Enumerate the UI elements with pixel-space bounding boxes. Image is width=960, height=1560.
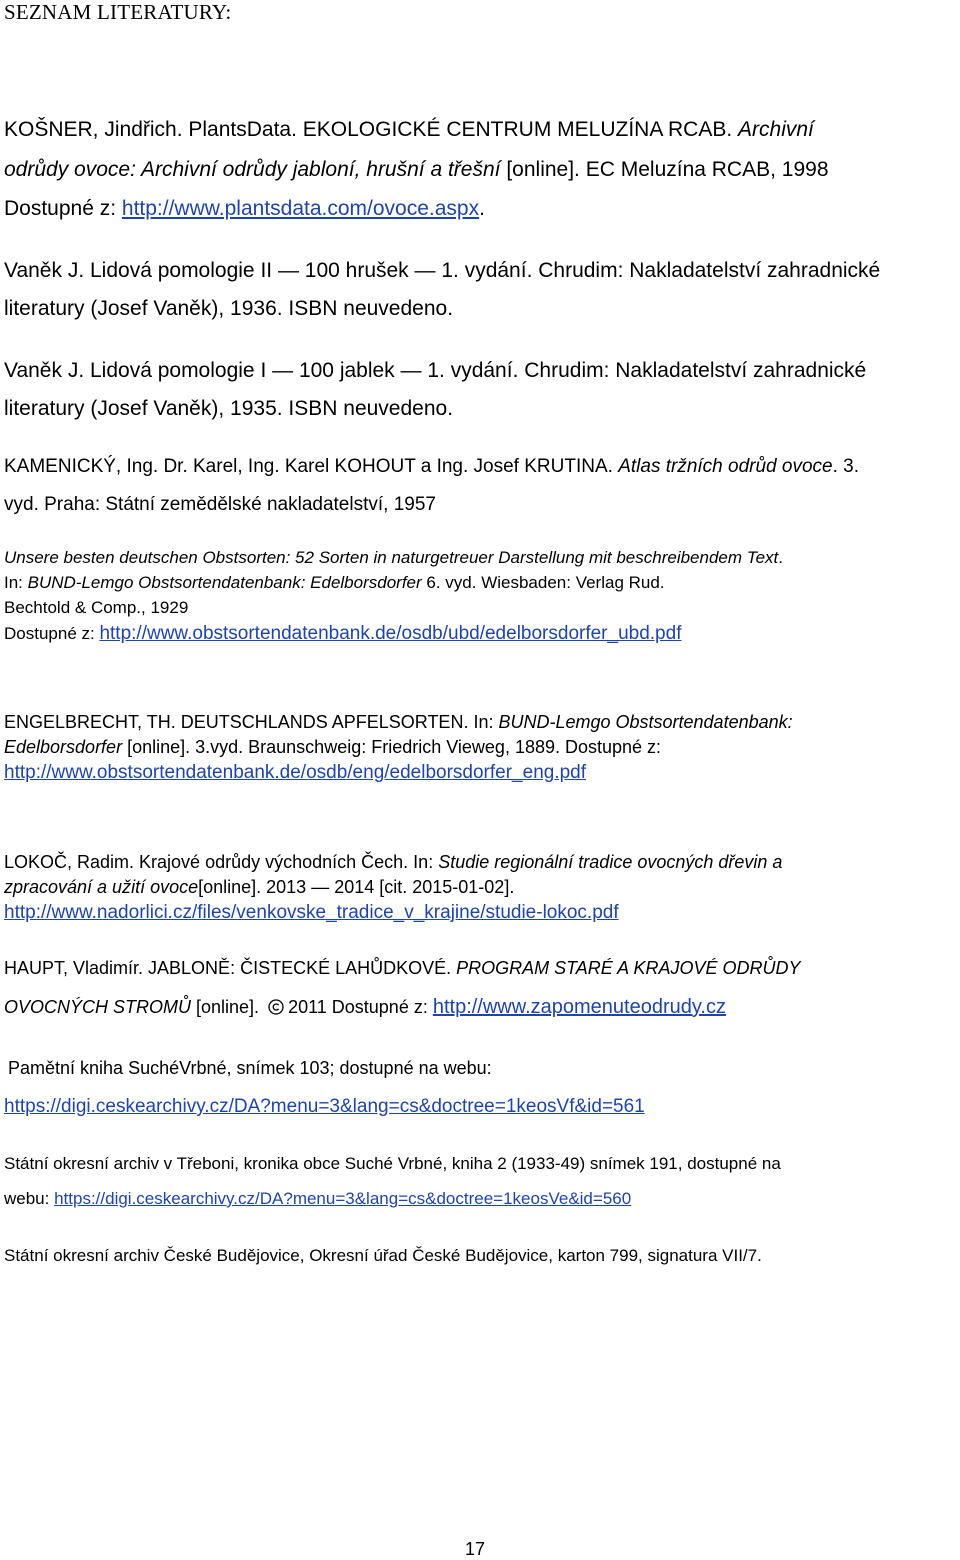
ref-vanek-2-line-2: literatury (Josef Vaněk), 1936. ISBN neuvedeno. [4,297,454,320]
link-digi-561[interactable]: https://digi.ceskearchivy.cz/DA?menu=3&lang=cs&doctree=1keosVf&id=561 [4,1096,645,1117]
ref-unsere-line-4: Dostupné z: http://www.obstsortendatenbank.de/osdb/ubd/edelborsdorfer_ubd.pdf [4,623,682,644]
ref-engelbrecht-line-1: ENGELBRECHT, TH. DEUTSCHLANDS APFELSORTEN. In: BUND-Lemgo Obstsortendatenbank: [4,712,793,732]
ref-pametni-line-1: Pamětní kniha SuchéVrbné, snímek 103; dostupné na webu: [8,1058,492,1078]
ref-trebon-line-1: Státní okresní archiv v Třeboni, kronika obce Suché Vrbné, kniha 2 (1933-49) snímek 191, dostupné na [4,1154,781,1173]
link-nadorlici[interactable]: http://www.nadorlici.cz/files/venkovske_tradice_v_krajine/studie-lokoc.pdf [4,902,619,923]
ref-pametni-line-2 [4,1096,645,1118]
link-digi-560[interactable]: https://digi.ceskearchivy.cz/DA?menu=3&lang=cs&doctree=1keosVe&id=560 [54,1189,632,1208]
ref-vanek-1-line-1: Vaněk J. Lidová pomologie I — 100 jablek — 1. vydání. Chrudim: Nakladatelství zahradnické [4,359,867,382]
ref-unsere-line-3: Bechtold & Comp., 1929 [4,598,189,617]
ref-budejovice-line-1: Státní okresní archiv České Budějovice, Okresní úřad České Budějovice, karton 799, signatura VII/7. [4,1246,762,1265]
ref-kosner-line-3: Dostupné z: http://www.plantsdata.com/ovoce.aspx. [4,197,485,220]
link-obstsorten-ubd[interactable]: http://www.obstsortendatenbank.de/osdb/ubd/edelborsdorfer_ubd.pdf [99,623,682,644]
ref-kosner-line-1: KOŠNER, Jindřich. PlantsData. EKOLOGICKÉ CENTRUM MELUZÍNA RCAB. Archivní [4,118,814,141]
ref-haupt-line-2: OVOCNÝCH STROMŮ [online]. 2011 Dostupné z: http://www.zapomenuteodrudy.cz [4,996,726,1018]
ref-haupt-line-1: HAUPT, Vladimír. JABLONĚ: ČISTECKÉ LAHŮDKOVÉ. PROGRAM STARÉ A KRAJOVÉ ODRŮDY [4,958,801,978]
ref-engelbrecht-line-2: Edelborsdorfer [online]. 3.vyd. Braunschweig: Friedrich Vieweg, 1889. Dostupné z: [4,737,662,757]
ref-lokoc-line-2: zpracování a užití ovoce[online]. 2013 — 2014 [cit. 2015-01-02]. [4,877,515,897]
ref-vanek-1-line-2: literatury (Josef Vaněk), 1935. ISBN neuvedeno. [4,397,454,420]
ref-trebon-line-2: webu: https://digi.ceskearchivy.cz/DA?menu=3&lang=cs&doctree=1keosVe&id=560 [4,1189,632,1208]
link-zapomenuteodrudy[interactable]: http://www.zapomenuteodrudy.cz [432,996,726,1018]
ref-kamenicky-line-2: vyd. Praha: Státní zemědělské nakladatelství, 1957 [4,494,436,515]
ref-unsere-line-2: In: BUND-Lemgo Obstsortendatenbank: Edelborsdorfer 6. vyd. Wiesbaden: Verlag Rud. [4,573,665,592]
ref-vanek-2-line-1: Vaněk J. Lidová pomologie II — 100 hrušek — 1. vydání. Chrudim: Nakladatelství zahradnické [4,259,881,282]
page-number: 17 [465,1539,486,1559]
ref-kosner-line-2: odrůdy ovoce: Archivní odrůdy jabloní, hrušní a třešní [online]. EC Meluzína RCAB, 1998 [4,158,829,181]
ref-unsere-line-1: Unsere besten deutschen Obstsorten: 52 Sorten in naturgetreuer Darstellung mit beschreibendem Text. [4,548,783,567]
ref-kamenicky-line-1: KAMENICKÝ, Ing. Dr. Karel, Ing. Karel KOHOUT a Ing. Josef KRUTINA. Atlas tržních odrůd ovoce. 3. [4,456,859,477]
ref-engelbrecht-line-3 [4,762,586,784]
copyright-icon [268,999,284,1015]
link-plantsdata[interactable]: http://www.plantsdata.com/ovoce.aspx [121,197,480,220]
link-obstsorten-eng[interactable]: http://www.obstsortendatenbank.de/osdb/eng/edelborsdorfer_eng.pdf [4,762,587,783]
ref-lokoc-line-1: LOKOČ, Radim. Krajové odrůdy východních Čech. In: Studie regionální tradice ovocných dřevin a [4,852,783,872]
page-title: SEZNAM LITERATURY: [4,0,232,24]
ref-lokoc-line-3 [4,902,619,924]
